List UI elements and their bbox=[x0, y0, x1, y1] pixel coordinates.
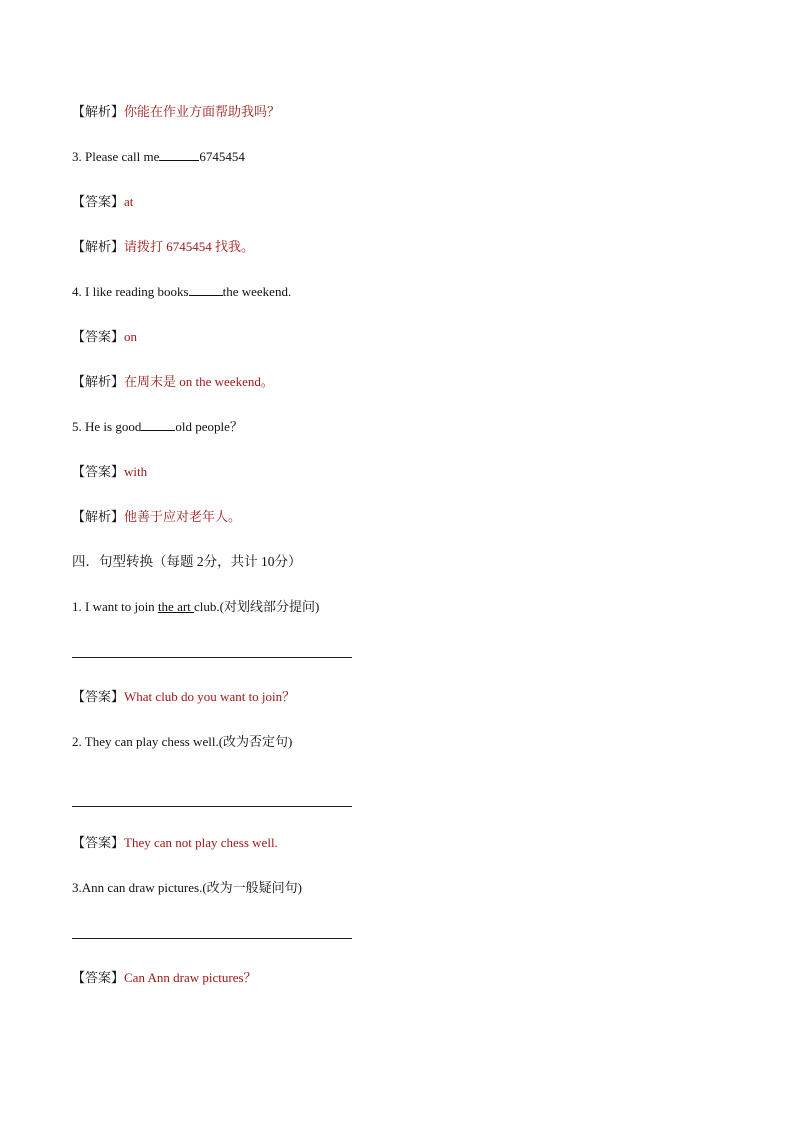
section-heading: 四．句型转换（每题 2分，共计 10分） bbox=[72, 554, 302, 569]
fill-blank bbox=[141, 418, 175, 431]
answer-text: Can Ann draw pictures？ bbox=[124, 970, 257, 985]
analysis-tag: 【解析】 bbox=[72, 374, 125, 389]
underlined-phrase: the art bbox=[157, 599, 195, 614]
analysis-text: 你能在作业方面帮助我吗？ bbox=[124, 104, 281, 119]
answer-text: at bbox=[124, 194, 134, 209]
transform-q1-answer bbox=[72, 688, 295, 706]
analysis-text: 请拨打 6745454 找我。 bbox=[124, 239, 255, 254]
transform-question-3: 3.Ann can draw pictures.(改为一般疑问句) bbox=[72, 880, 302, 895]
answer-blank-line[interactable] bbox=[72, 806, 352, 807]
answer-tag: 【答案】 bbox=[72, 194, 125, 209]
analysis-text: 他善于应对老年人。 bbox=[124, 509, 242, 524]
question-text: 4. I like reading books bbox=[72, 284, 189, 299]
q4-answer bbox=[72, 328, 137, 346]
answer-blank-line[interactable] bbox=[72, 657, 352, 658]
answer-text: with bbox=[124, 464, 148, 479]
question-text: old people？ bbox=[175, 419, 243, 434]
analysis-tag: 【解析】 bbox=[72, 239, 125, 254]
transform-q2-answer bbox=[72, 834, 278, 852]
question-text: 1. I want to join bbox=[72, 599, 158, 614]
question-text: club.(对划线部分提问) bbox=[194, 599, 320, 614]
transform-question-2: 2. They can play chess well.(改为否定句) bbox=[72, 734, 293, 749]
analysis-text: 在周末是 on the weekend。 bbox=[124, 374, 274, 389]
question-text: 3. Please call me bbox=[72, 149, 160, 164]
q5-analysis bbox=[72, 508, 241, 526]
answer-text: on bbox=[124, 329, 138, 344]
answer-text: What club do you want to join？ bbox=[124, 689, 296, 704]
question-3 bbox=[72, 148, 245, 166]
question-text: the weekend. bbox=[222, 284, 292, 299]
answer-tag: 【答案】 bbox=[72, 689, 125, 704]
transform-question-1 bbox=[72, 598, 319, 616]
q5-answer bbox=[72, 463, 147, 481]
question-text: 5. He is good bbox=[72, 419, 142, 434]
analysis-tag: 【解析】 bbox=[72, 104, 125, 119]
answer-tag: 【答案】 bbox=[72, 329, 125, 344]
q2-analysis bbox=[72, 103, 280, 121]
analysis-tag: 【解析】 bbox=[72, 509, 125, 524]
fill-blank bbox=[159, 148, 199, 161]
q4-analysis bbox=[72, 373, 274, 391]
question-text: 6745454 bbox=[199, 149, 245, 164]
q3-analysis bbox=[72, 238, 254, 256]
answer-tag: 【答案】 bbox=[72, 970, 125, 985]
answer-tag: 【答案】 bbox=[72, 835, 125, 850]
fill-blank bbox=[189, 283, 223, 296]
q3-answer bbox=[72, 193, 133, 211]
answer-text: They can not play chess well. bbox=[124, 835, 278, 850]
question-4 bbox=[72, 283, 291, 301]
answer-tag: 【答案】 bbox=[72, 464, 125, 479]
transform-q3-answer bbox=[72, 969, 257, 987]
answer-blank-line[interactable] bbox=[72, 938, 352, 939]
question-5 bbox=[72, 418, 243, 436]
